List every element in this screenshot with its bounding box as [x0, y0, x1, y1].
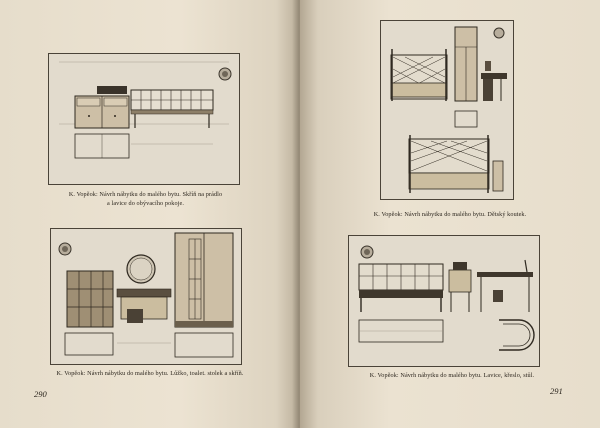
folio-right: 291 — [550, 386, 563, 396]
plate1-caption — [48, 190, 243, 208]
furniture-drawing-bed-table-wardrobe — [51, 229, 241, 364]
plate3-caption: K. Vopěok: Návrh nábytku do malého bytu. Dětský koutek. — [373, 211, 527, 218]
plate2-caption: K. Vopěok: Návrh nábytku do malého bytu. Lůžko, toalet. stolek a skříň. — [56, 370, 244, 377]
plate-childrens-corner — [380, 20, 514, 200]
plate1-caption-line1: K. Vopěok: Návrh nábytku do malého bytu. Skříň na prádlo — [68, 191, 223, 198]
furniture-drawing-childrens-corner — [381, 21, 513, 199]
plate-wardrobe-bench — [48, 53, 240, 185]
furniture-drawing-wardrobe-bench — [49, 54, 239, 184]
plate1-caption-line2: a lavice do obývacího pokoje. — [107, 200, 184, 207]
folio-left: 290 — [34, 389, 47, 399]
furniture-drawing-bench-armchair-table — [349, 236, 539, 366]
plate-bench-armchair-table — [348, 235, 540, 367]
plate-bed-table-wardrobe — [50, 228, 242, 365]
plate4-caption: K. Vopěok: Návrh nábytku do malého bytu. Lavice, křeslo, stůl. — [369, 372, 535, 379]
right-page — [300, 0, 600, 428]
